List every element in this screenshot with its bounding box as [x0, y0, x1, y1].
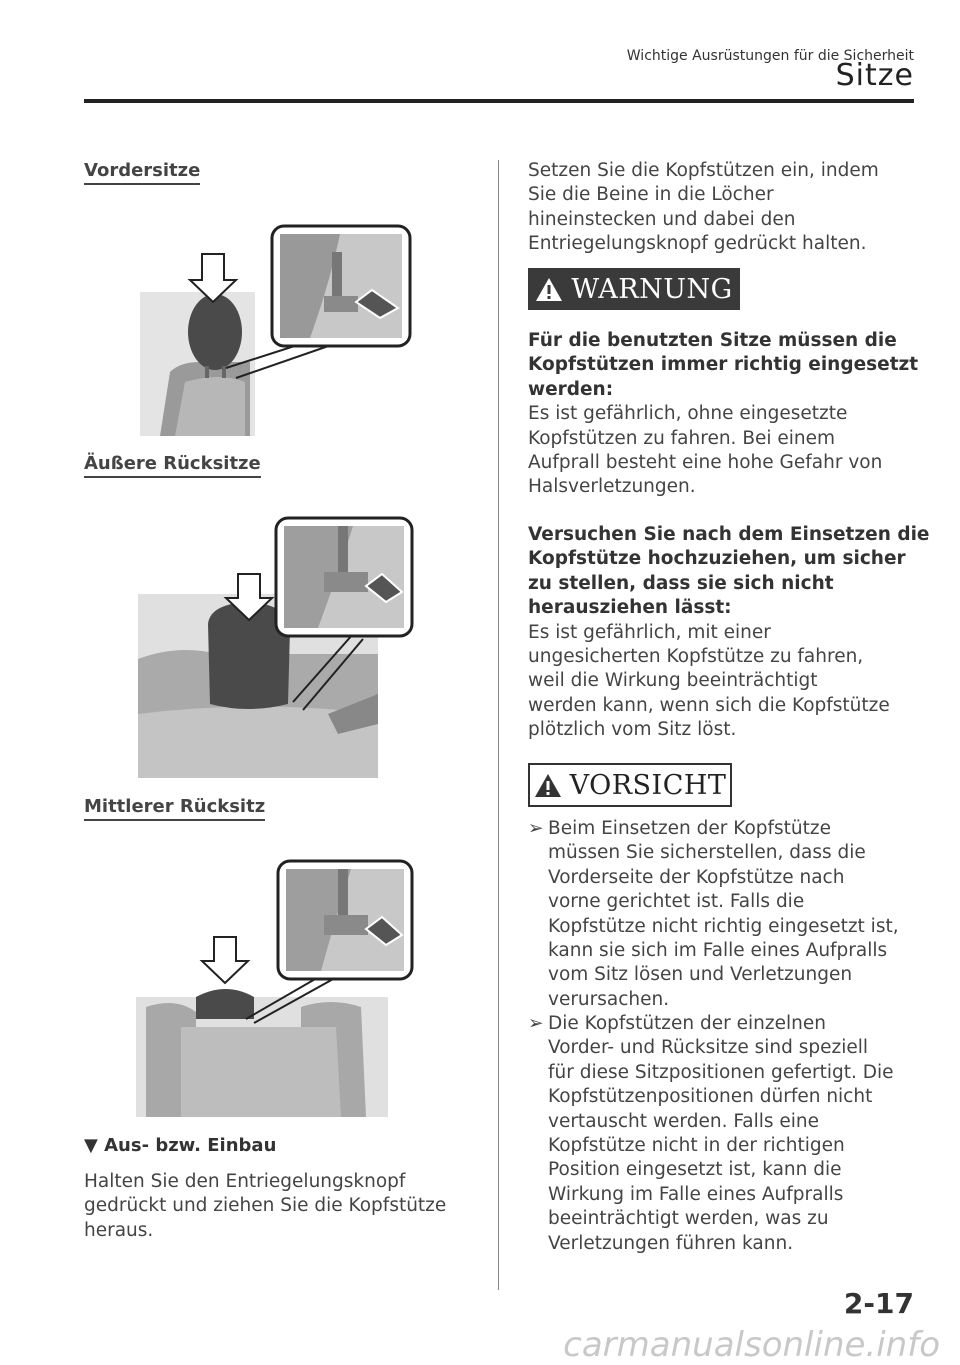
- warning-text-1: Für die benutzten Sitze müssen die Kopfstützen immer richtig eingesetzt werden: Es ist gefährlich, ohne eingesetzte Kopfstützen zu fahren. Bei einem Aufprall besteht eine hohe Gefahr von Halsverletzungen.: [528, 330, 919, 498]
- column-divider: [498, 160, 499, 1290]
- caution-bullet-2: ➢ Die Kopfstützen der einzelnen Vorder- und Rücksitze sind speziell für diese Sitzpositionen gefertigt. Die Kopfstützenpositionen dürfen nicht vertauscht werden. Falls eine Kopfstütze nicht in der richtigen Position eingesetzt ist, kann die Wirkung im Falle eines Aufpralls beeinträchtigt werden, was zu Verletzungen führen kann.: [528, 1013, 894, 1254]
- removal-instructions: Halten Sie den Entriegelungsknopf gedrückt und ziehen Sie die Kopfstütze heraus.: [84, 1171, 447, 1241]
- caution-bullet-1: ➢ Beim Einsetzen der Kopfstütze müssen Sie sicherstellen, dass die Vorderseite der Kopfstütze nach vorne gerichtet ist. Falls die Kopfstütze nicht richtig eingesetzt ist, kann sie sich im Falle eines Aufpralls vom Sitz lösen und Verletzungen verursachen.: [528, 818, 899, 1010]
- warning-text-2: Versuchen Sie nach dem Einsetzen die Kopfstütze hochzuziehen, um sicher zu stellen, dass sie sich nicht herausziehen lässt: Es ist gefährlich, mit einer ungesicherten Kopfstütze zu fahren, weil die Wirkung beeinträchtigt werden kann, wenn sich die Kopfstütze plötzlich vom Sitz löst.: [528, 524, 930, 741]
- page-number: 2-17: [843, 1287, 914, 1320]
- warning-label: WARNUNG: [571, 273, 733, 305]
- header-section-label: Wichtige Ausrüstungen für die Sicherheit: [626, 48, 914, 64]
- rear-center-seat-title: Mittlerer Rücksitz: [84, 796, 265, 821]
- rear-outer-seats-title: Äußere Rücksitze: [84, 453, 261, 478]
- caution-triangle-icon: [534, 773, 562, 798]
- arrow-bullet-icon: ➢: [528, 818, 544, 839]
- watermark: carmanualsonline.info: [563, 1325, 940, 1365]
- install-instructions: Setzen Sie die Kopfstützen ein, indem Sie die Beine in die Löcher hineinstecken und dabei den Entriegelungsknopf gedrückt halten.: [528, 160, 879, 255]
- triangle-down-icon: ▼: [84, 1135, 98, 1156]
- warning-banner: [528, 268, 740, 310]
- caution-banner: [528, 763, 732, 807]
- warning-triangle-icon: [535, 277, 563, 302]
- subsection-heading-text: Aus- bzw. Einbau: [104, 1135, 277, 1156]
- front-seat-illustration: [140, 222, 414, 436]
- subsection-heading: [84, 1135, 276, 1156]
- header-rule: [84, 99, 914, 103]
- rear-center-seat-illustration: [136, 857, 414, 1117]
- rear-outer-seat-illustration: [138, 514, 414, 778]
- header-title: Sitze: [835, 58, 914, 93]
- arrow-bullet-icon: ➢: [528, 1013, 544, 1034]
- front-seats-title: Vordersitze: [84, 160, 200, 185]
- caution-label: VORSICHT: [569, 769, 727, 801]
